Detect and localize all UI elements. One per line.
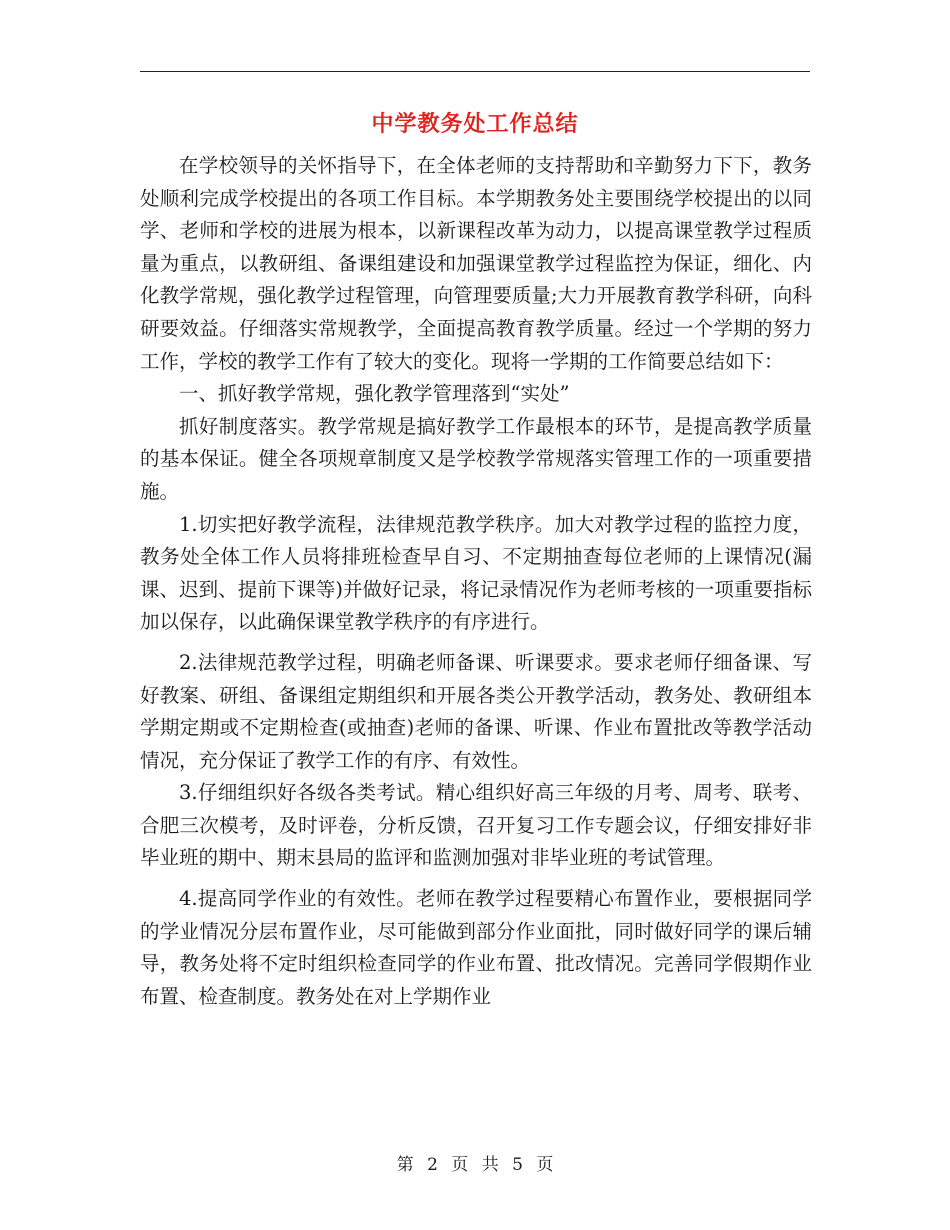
paragraph-system: 抓好制度落实。教学常规是搞好教学工作最根本的环节，是提高教学质量的基本保证。健全各项规章制度又是学校教学常规落实管理工作的一项重要措施。 bbox=[140, 414, 812, 503]
paragraph-item-1: 1.切实把好教学流程，法律规范教学秩序。加大对教学过程的监控力度，教务处全体工作人员将排班检查早自习、不定期抽查每位老师的上课情况(漏课、迟到、提前下课等)并做好记录，将记录情况作为老师考核的一项重要指标加以保存，以此确保课堂教学秩序的有序进行。 bbox=[140, 512, 812, 634]
footer-label-di: 第 bbox=[396, 1155, 414, 1175]
paragraph-item-4: 4.提高同学作业的有效性。老师在教学过程要精心布置作业，要根据同学的学业情况分层布置作业，尽可能做到部分作业面批，同时做好同学的课后辅导，教务处将不定时组织检查同学的作业布置、批改情况。完善同学假期作业布置、检查制度。教务处在对上学期作业 bbox=[140, 887, 812, 1008]
section-heading-1: 一、抓好教学常规，强化教学管理落到“实处” bbox=[179, 382, 570, 406]
footer-label-gong: 共 bbox=[481, 1155, 499, 1175]
footer-current-page: 2 bbox=[427, 1155, 438, 1175]
page-footer bbox=[0, 1153, 950, 1177]
footer-label-ye: 页 bbox=[451, 1155, 469, 1175]
footer-total-pages: 5 bbox=[512, 1155, 523, 1175]
paragraph-item-3: 3.仔细组织好各级各类考试。精心组织好高三年级的月考、周考、联考、合肥三次模考，及时评卷，分析反馈，召开复习工作专题会议，仔细安排好非毕业班的期中、期末县局的监评和监测加强对非毕业班的考试管理。 bbox=[140, 781, 812, 870]
document-title: 中学教务处工作总结 bbox=[371, 111, 579, 137]
header-rule bbox=[140, 71, 810, 72]
document-body bbox=[140, 150, 812, 1013]
paragraph-item-2: 2.法律规范教学过程，明确老师备课、听课要求。要求老师仔细备课、写好教案、研组、备课组定期组织和开展各类公开教学活动，教务处、教研组本学期定期或不定期检查(或抽查)老师的备课、听课、作业布置批改等教学活动情况，充分保证了教学工作的有序、有效性。 bbox=[140, 650, 812, 772]
paragraph-intro: 在学校领导的关怀指导下，在全体老师的支持帮助和辛勤努力下下，教务处顺利完成学校提出的各项工作目标。本学期教务处主要围绕学校提出的以同学、老师和学校的进展为根本，以新课程改革为动力，以提高课堂教学过程质量为重点，以教研组、备课组建设和加强课堂教学过程监控为保证，细化、内化教学常规，强化教学过程管理，向管理要质量;大力开展教育教学科研，向科研要效益。仔细落实常规教学，全面提高教育教学质量。经过一个学期的努力工作，学校的教学工作有了较大的变化。现将一学期的工作简要总结如下： bbox=[140, 154, 812, 373]
footer-label-ye2: 页 bbox=[536, 1155, 554, 1175]
